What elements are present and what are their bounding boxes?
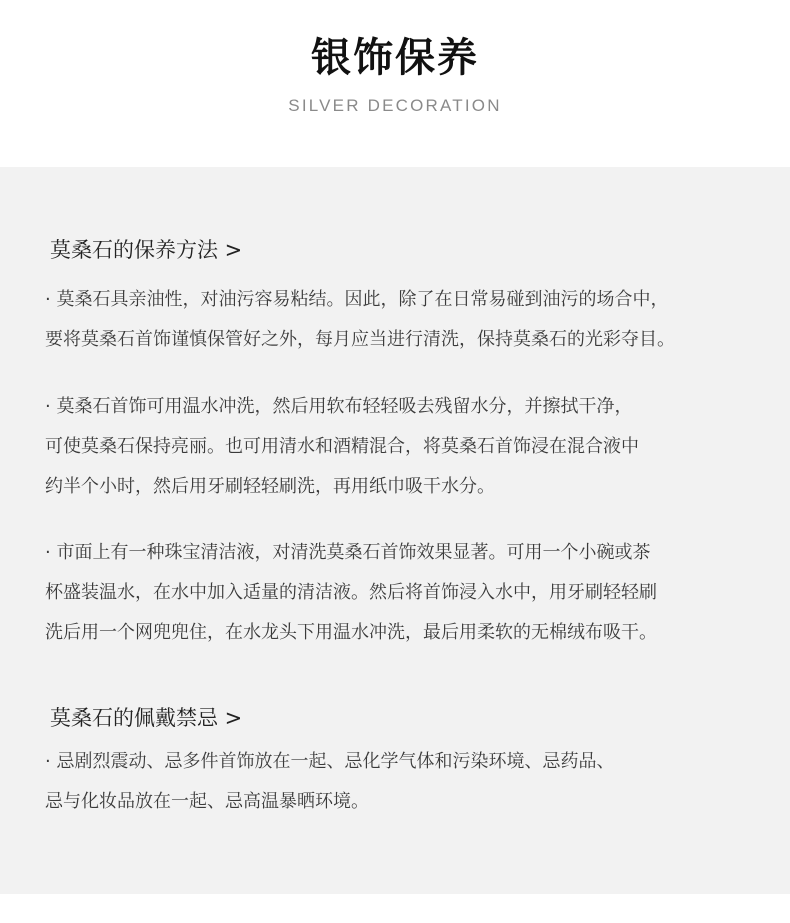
section-title-care-method: 莫桑石的保养方法 > (50, 238, 243, 262)
text-line: 可使莫桑石保持亮丽。也可用清水和酒精混合，将莫桑石首饰浸在混合液中 (45, 436, 639, 457)
text-line: 洗后用一个网兜兜住，在水龙头下用温水冲洗，最后用柔软的无棉绒布吸干。 (45, 622, 657, 643)
paragraph-care-3 (45, 539, 780, 659)
content-panel (0, 167, 790, 894)
text-line: · 莫桑石具亲油性，对油污容易粘结。因此，除了在日常易碰到油污的场合中， (45, 289, 669, 310)
paragraph-care-1 (45, 286, 780, 366)
page-header (0, 0, 790, 167)
text-line: 要将莫桑石首饰谨慎保管好之外，每月应当进行清洗，保持莫桑石的光彩夺目。 (45, 329, 675, 350)
text-line: 忌与化妆品放在一起、忌高温暴晒环境。 (45, 791, 369, 812)
text-line: 杯盛装温水，在水中加入适量的清洁液。然后将首饰浸入水中，用牙刷轻轻刷 (45, 582, 657, 603)
footer-spacer (0, 894, 790, 923)
page-title: 银饰保养 (311, 35, 479, 81)
text-line: 约半个小时，然后用牙刷轻轻刷洗，再用纸巾吸干水分。 (45, 476, 495, 497)
paragraph-taboos (45, 748, 780, 828)
text-line: · 莫桑石首饰可用温水冲洗，然后用软布轻轻吸去残留水分，并擦拭干净， (45, 396, 633, 417)
page-subtitle: SILVER DECORATION (288, 96, 502, 115)
text-line: · 市面上有一种珠宝清洁液，对清洗莫桑石首饰效果显著。可用一个小碗或茶 (45, 542, 651, 563)
section-title-wearing-taboos: 莫桑石的佩戴禁忌 > (50, 706, 243, 730)
text-line: · 忌剧烈震动、忌多件首饰放在一起、忌化学气体和污染环境、忌药品、 (45, 751, 615, 772)
paragraph-care-2 (45, 393, 780, 513)
